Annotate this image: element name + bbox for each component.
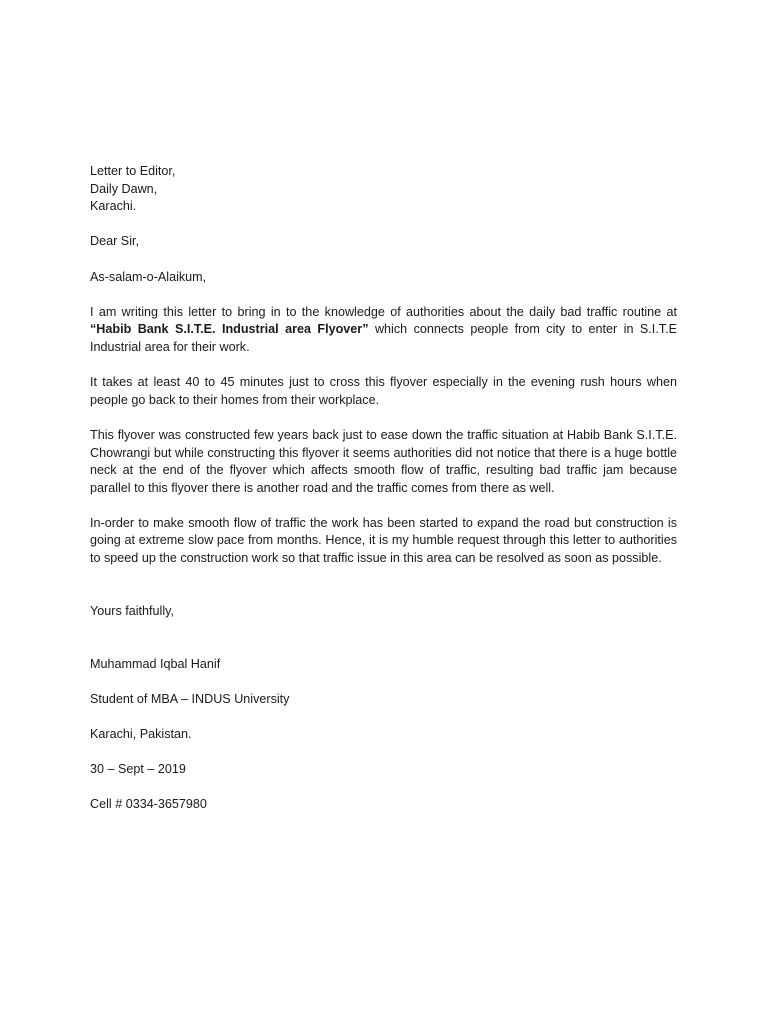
flyover-name: “Habib Bank S.I.T.E. Industrial area Flyover” — [90, 322, 369, 337]
signatory-name: Muhammad Iqbal Hanif — [90, 656, 221, 671]
paragraph-2: It takes at least 40 to 45 minutes just to cross this flyover especially in the evening rush hours when people go back to their homes from their workplace. — [90, 375, 677, 407]
letter-date: 30 – Sept – 2019 — [90, 762, 186, 777]
signatory-title: Student of MBA – INDUS University — [90, 691, 290, 706]
greeting: As-salam-o-Alaikum, — [90, 269, 207, 284]
paragraph-1 — [90, 304, 677, 357]
recipient-line-1: Letter to Editor, — [90, 164, 176, 178]
signatory-location: Karachi, Pakistan. — [90, 727, 192, 741]
paragraph-1-text-a: I am writing this letter to bring in to the knowledge of authorities about the daily bad traffic routine at — [90, 304, 677, 319]
paragraph-1-text-b: which connects people from city to enter in S.I.T.E Industrial area for their work. — [90, 322, 677, 354]
paragraph-4: In-order to make smooth flow of traffic the work has been started to expand the road but construction is going at extreme slow pace from months. Hence, it is my humble request through this letter to authorities to speed up the construction work so that traffic issue in this area can be resolved as soon as possible. — [90, 515, 677, 566]
sign-off: Yours faithfully, — [90, 603, 175, 618]
recipient-line-3: Karachi. — [90, 199, 137, 214]
recipient-line-2: Daily Dawn, — [90, 181, 158, 196]
recipient-block — [90, 163, 677, 216]
salutation: Dear Sir, — [90, 234, 139, 249]
letter-body — [90, 163, 677, 814]
paragraph-3: This flyover was constructed few years back just to ease down the traffic situation at Habib Bank S.I.T.E. Chowrangi but while constructing this flyover it seems authorities did not notice that there is a huge bottle neck at the end of the flyover which affects smooth flow of traffic, resulting bad traffic jam because parallel to this flyover there is another road and the traffic comes from there as well. — [90, 427, 677, 495]
cell-number: Cell # 0334-3657980 — [90, 797, 207, 812]
